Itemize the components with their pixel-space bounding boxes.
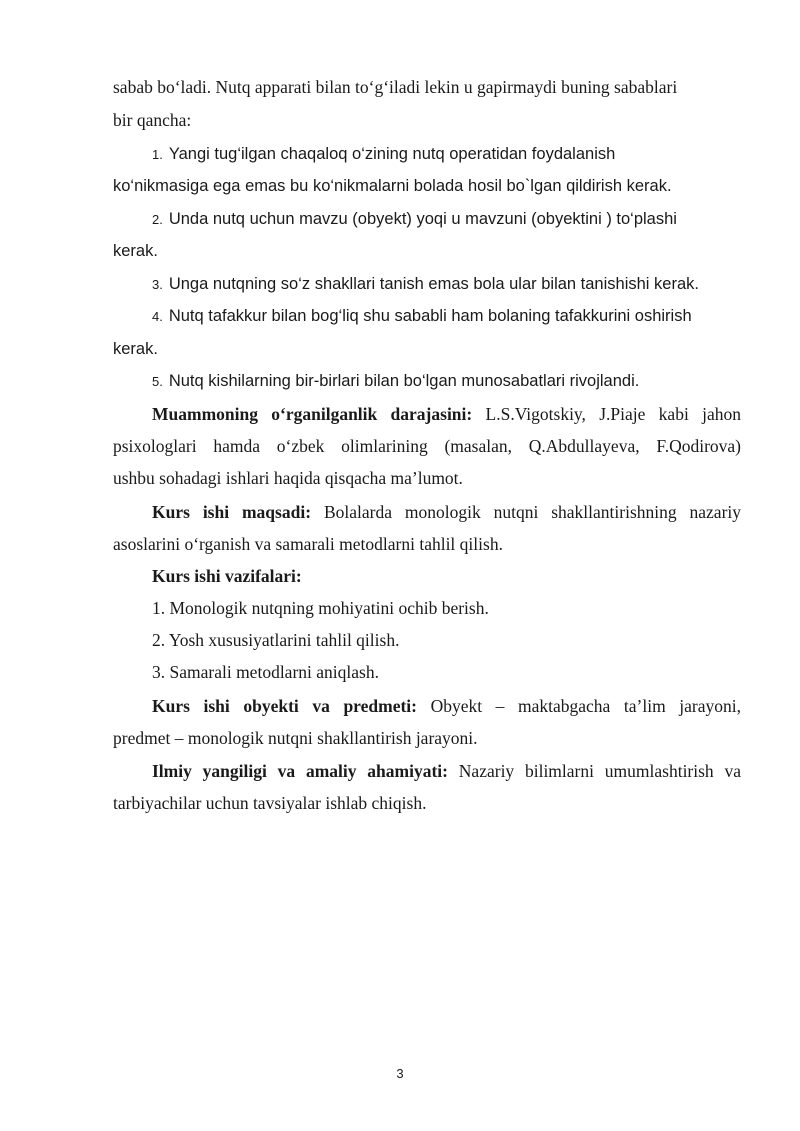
page-number: 3	[396, 1066, 404, 1081]
novelty-text: Nazariy bilimlarni umumlashtirish va	[458, 761, 741, 781]
task-item: 1. Monologik nutqning mohiyatini ochib berish.	[152, 598, 489, 618]
research-paragraph-line-2: psixologlari hamda o‘zbek olimlarining (masalan, Q.Abdullayeva, F.Qodirova)	[113, 436, 741, 456]
list-item	[152, 273, 699, 296]
list-item-number: 1.	[152, 147, 163, 162]
list-item-continuation: kerak.	[113, 242, 158, 260]
list-item-number: 4.	[152, 309, 163, 324]
goal-paragraph-line-2: asoslarini o‘rganish va samarali metodlarni tahlil qilish.	[113, 534, 503, 554]
list-item-number: 2.	[152, 212, 163, 227]
list-item-text: Nutq tafakkur bilan bog‘liq shu sababli ham bolaning tafakkurini oshirish	[168, 307, 692, 325]
object-text: Obyekt – maktabgacha ta’lim jarayoni,	[430, 696, 741, 716]
list-item-text: Unda nutq uchun mavzu (obyekt) yoqi u mavzuni (obyektini ) to‘plashi	[168, 210, 677, 228]
list-item-number: 5.	[152, 374, 163, 389]
list-item-continuation: ko‘nikmasiga ega emas bu ko‘nikmalarni bolada hosil bo`lgan qildirish kerak.	[113, 177, 672, 195]
intro-line-1: sabab bo‘ladi. Nutq apparati bilan to‘g‘iladi lekin u gapirmaydi buning sabablari	[113, 77, 678, 97]
intro-line-2: bir qancha:	[113, 110, 192, 130]
list-item	[152, 143, 615, 166]
object-heading: Kurs ishi obyekti va predmeti:	[152, 696, 417, 716]
list-item	[152, 370, 639, 393]
list-item-continuation: kerak.	[113, 340, 158, 358]
list-item-number: 3.	[152, 277, 163, 292]
goal-paragraph-line-1	[113, 501, 741, 523]
tasks-heading	[152, 565, 302, 587]
research-paragraph-line-3: ushbu sohadagi ishlari haqida qisqacha ma’lumot.	[113, 468, 463, 488]
novelty-heading: Ilmiy yangiligi va amaliy ahamiyati:	[152, 761, 448, 781]
tasks-heading-text: Kurs ishi vazifalari:	[152, 566, 302, 586]
object-paragraph-line-2: predmet – monologik nutqni shakllantirish jarayoni.	[113, 728, 478, 748]
goal-text: Bolalarda monologik nutqni shakllantirishning nazariy	[323, 502, 742, 522]
object-paragraph-line-1	[113, 695, 741, 717]
research-text: L.S.Vigotskiy, J.Piaje kabi jahon	[485, 404, 741, 424]
list-item-text: Nutq kishilarning bir-birlari bilan bo‘lgan munosabatlari rivojlandi.	[168, 372, 640, 390]
list-item	[152, 305, 692, 328]
list-item-text: Yangi tug‘ilgan chaqaloq o‘zining nutq operatidan foydalanish	[168, 145, 616, 163]
task-item: 3. Samarali metodlarni aniqlash.	[152, 662, 379, 682]
list-item	[152, 208, 677, 231]
research-heading: Muammoning o‘rganilganlik darajasini:	[152, 404, 473, 424]
goal-heading: Kurs ishi maqsadi:	[152, 502, 312, 522]
novelty-paragraph-line-1	[113, 760, 741, 782]
list-item-text: Unga nutqning so‘z shakllari tanish emas bola ular bilan tanishishi kerak.	[168, 275, 699, 293]
task-item: 2. Yosh xususiyatlarini tahlil qilish.	[152, 630, 400, 650]
novelty-paragraph-line-2: tarbiyachilar uchun tavsiyalar ishlab chiqish.	[113, 793, 427, 813]
research-paragraph-line-1	[113, 403, 741, 425]
